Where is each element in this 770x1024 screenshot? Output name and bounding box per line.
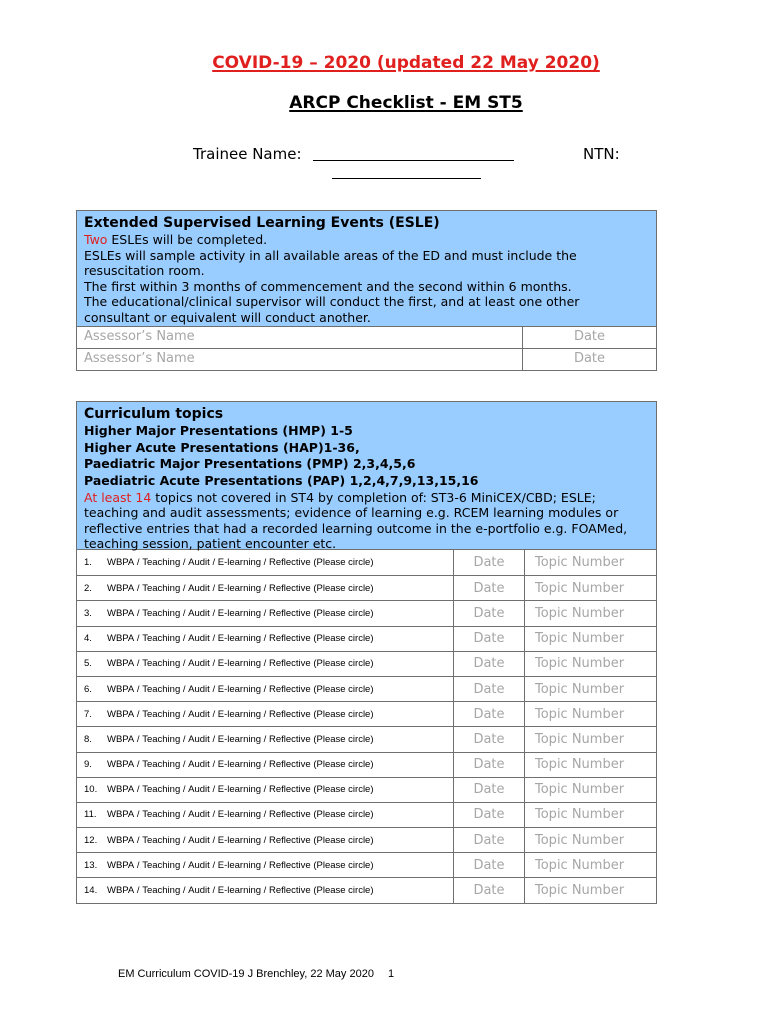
topic-row: [77, 600, 656, 625]
activity-option[interactable]: Teaching: [142, 759, 181, 771]
ntn-label: NTN:: [583, 145, 620, 163]
option-separator: /: [180, 885, 189, 897]
activity-option[interactable]: E-learning: [217, 683, 262, 695]
circle-note: (Please circle): [310, 859, 374, 871]
activity-option[interactable]: E-learning: [217, 633, 262, 645]
topic-row: [77, 726, 656, 751]
topic-number-field[interactable]: Topic Number: [535, 706, 625, 722]
topic-number-field[interactable]: Topic Number: [535, 555, 625, 571]
topics-heading: Curriculum topics: [84, 406, 224, 422]
activity-option[interactable]: WBPA: [107, 784, 135, 796]
option-separator: /: [180, 809, 189, 821]
trainee-name-label: Trainee Name:: [193, 145, 302, 163]
option-separator: /: [180, 658, 189, 670]
requirement-highlight: At least 14: [84, 489, 152, 505]
topic-date-field[interactable]: Date: [454, 652, 525, 676]
option-separator: /: [134, 784, 143, 796]
activity-type-cell: [77, 677, 454, 701]
option-separator: /: [134, 658, 143, 670]
option-separator: /: [209, 759, 218, 771]
option-separator: /: [134, 683, 143, 695]
activity-option[interactable]: Reflective: [268, 809, 311, 821]
topic-number-field[interactable]: Topic Number: [535, 731, 625, 747]
topic-date-field[interactable]: Date: [454, 550, 525, 575]
activity-option[interactable]: WBPA: [107, 582, 135, 594]
activity-option[interactable]: Audit: [188, 633, 210, 645]
activity-option[interactable]: Teaching: [142, 809, 181, 821]
topic-number-field[interactable]: Topic Number: [535, 681, 625, 697]
activity-option[interactable]: Audit: [188, 607, 210, 619]
circle-note: (Please circle): [310, 809, 374, 821]
activity-option[interactable]: E-learning: [217, 658, 262, 670]
activity-option[interactable]: WBPA: [107, 885, 135, 897]
option-separator: /: [209, 633, 218, 645]
activity-option[interactable]: Reflective: [268, 759, 311, 771]
topic-row: [77, 575, 656, 600]
activity-option[interactable]: Teaching: [142, 733, 181, 745]
ntn-field[interactable]: [332, 178, 481, 179]
activity-option[interactable]: E-learning: [217, 557, 262, 569]
esle-row: [77, 348, 656, 370]
option-separator: /: [180, 557, 189, 569]
option-separator: /: [261, 607, 269, 619]
topic-row: [77, 802, 656, 827]
topics-requirement-text: [84, 490, 649, 552]
activity-option[interactable]: Audit: [188, 683, 210, 695]
topic-date-field[interactable]: Date: [454, 803, 525, 827]
option-separator: /: [261, 885, 269, 897]
activity-type-cell: [77, 727, 454, 751]
activity-type-cell: [77, 753, 454, 777]
topic-row: [77, 777, 656, 802]
activity-option[interactable]: Teaching: [142, 885, 181, 897]
option-separator: /: [209, 708, 218, 720]
option-separator: /: [134, 885, 143, 897]
topic-date-field[interactable]: Date: [454, 878, 525, 902]
option-separator: /: [180, 708, 189, 720]
activity-option[interactable]: E-learning: [217, 784, 262, 796]
option-separator: /: [134, 607, 143, 619]
activity-option[interactable]: Audit: [188, 708, 210, 720]
option-separator: /: [180, 607, 189, 619]
esle-heading: Extended Supervised Learning Events (ESLE): [84, 215, 440, 231]
option-separator: /: [180, 759, 189, 771]
trainee-name-field[interactable]: [313, 160, 514, 161]
activity-option[interactable]: Reflective: [268, 557, 311, 569]
activity-option[interactable]: Audit: [188, 859, 210, 871]
option-separator: /: [261, 633, 269, 645]
esle-timing-text: The first within 3 months of commencement and the second within 6 months.: [84, 278, 572, 294]
esle-count-highlight: Two: [84, 232, 108, 247]
activity-option[interactable]: E-learning: [217, 834, 262, 846]
activity-option[interactable]: WBPA: [107, 834, 135, 846]
activity-option[interactable]: E-learning: [217, 607, 262, 619]
activity-option[interactable]: Reflective: [268, 834, 311, 846]
option-separator: /: [134, 834, 143, 846]
topic-date-field[interactable]: Date: [454, 853, 525, 877]
topic-row: [77, 852, 656, 877]
circle-note: (Please circle): [310, 607, 374, 619]
activity-option[interactable]: WBPA: [107, 633, 135, 645]
row-number: 5.: [84, 658, 92, 670]
row-number: 10.: [84, 784, 98, 796]
activity-option[interactable]: Reflective: [268, 885, 311, 897]
topic-row: [77, 752, 656, 777]
topic-date-field[interactable]: Date: [454, 727, 525, 751]
activity-option[interactable]: WBPA: [107, 733, 135, 745]
activity-type-cell: [77, 828, 454, 852]
activity-option[interactable]: Teaching: [142, 859, 181, 871]
row-number: 8.: [84, 733, 92, 745]
curriculum-topics-section: [76, 401, 657, 904]
row-number: 14.: [84, 885, 98, 897]
topic-row: [77, 626, 656, 651]
hap-line: Higher Acute Presentations (HAP)1-36,: [84, 439, 360, 455]
activity-option[interactable]: Audit: [188, 733, 210, 745]
option-separator: /: [180, 784, 189, 796]
activity-type-cell: [77, 878, 454, 902]
circle-note: (Please circle): [310, 683, 374, 695]
activity-option[interactable]: WBPA: [107, 759, 135, 771]
pap-line: Paediatric Acute Presentations (PAP) 1,2,4,7,9,13,15,16: [84, 473, 479, 489]
topic-number-field[interactable]: Topic Number: [535, 832, 625, 848]
pmp-line: Paediatric Major Presentations (PMP) 2,3,4,5,6: [84, 456, 416, 472]
activity-type-cell: [77, 627, 454, 651]
topic-number-field[interactable]: Topic Number: [535, 605, 625, 621]
option-separator: /: [261, 733, 269, 745]
activity-option[interactable]: Teaching: [142, 582, 181, 594]
option-separator: /: [261, 658, 269, 670]
option-separator: /: [180, 582, 189, 594]
activity-option[interactable]: Teaching: [142, 708, 181, 720]
circle-note: (Please circle): [310, 784, 374, 796]
row-number: 9.: [84, 759, 92, 771]
option-separator: /: [209, 557, 218, 569]
activity-option[interactable]: E-learning: [217, 859, 262, 871]
option-separator: /: [261, 683, 269, 695]
activity-option[interactable]: WBPA: [107, 607, 135, 619]
row-number: 11.: [84, 809, 97, 821]
activity-option[interactable]: Audit: [188, 834, 210, 846]
activity-option[interactable]: Teaching: [142, 658, 181, 670]
activity-option[interactable]: WBPA: [107, 708, 135, 720]
activity-option[interactable]: Audit: [188, 784, 210, 796]
topic-number-field[interactable]: Topic Number: [535, 782, 625, 798]
row-number: 4.: [84, 633, 92, 645]
activity-type-cell: [77, 576, 454, 600]
esle-row: [77, 327, 656, 348]
page-footer: [118, 968, 394, 980]
activity-option[interactable]: E-learning: [217, 759, 262, 771]
row-number: 2.: [84, 582, 92, 594]
topic-number-field[interactable]: Topic Number: [535, 631, 625, 647]
option-separator: /: [209, 809, 218, 821]
activity-option[interactable]: Audit: [188, 809, 210, 821]
option-separator: /: [261, 809, 269, 821]
esle-sample-text: ESLEs will sample activity in all available areas of the ED and must include the resuscitation room.: [84, 247, 577, 278]
option-separator: /: [209, 683, 218, 695]
option-separator: /: [134, 582, 143, 594]
option-separator: /: [180, 683, 189, 695]
topic-date-field[interactable]: Date: [454, 778, 525, 802]
activity-option[interactable]: WBPA: [107, 557, 135, 569]
activity-option[interactable]: Reflective: [268, 733, 311, 745]
topic-number-field[interactable]: Topic Number: [535, 757, 625, 773]
esle-count-text: [84, 232, 649, 248]
assessor-name-field[interactable]: Assessor’s Name: [77, 327, 523, 348]
activity-option[interactable]: Teaching: [142, 607, 181, 619]
topic-date-field[interactable]: Date: [454, 677, 525, 701]
esle-header: [77, 211, 656, 327]
activity-type-cell: [77, 702, 454, 726]
activity-type-cell: [77, 778, 454, 802]
topic-rows: [77, 550, 656, 903]
activity-option[interactable]: Teaching: [142, 633, 181, 645]
option-separator: /: [134, 809, 143, 821]
option-separator: /: [261, 582, 269, 594]
activity-option[interactable]: E-learning: [217, 582, 262, 594]
row-number: 3.: [84, 607, 92, 619]
row-number: 7.: [84, 708, 92, 720]
activity-type-cell: [77, 601, 454, 625]
row-number: 6.: [84, 683, 92, 695]
option-separator: /: [209, 784, 218, 796]
activity-option[interactable]: Audit: [188, 557, 210, 569]
topic-row: [77, 827, 656, 852]
esle-date-field[interactable]: Date: [573, 329, 606, 344]
activity-option[interactable]: Teaching: [142, 683, 181, 695]
activity-option[interactable]: Reflective: [268, 633, 311, 645]
circle-note: (Please circle): [310, 885, 374, 897]
activity-option[interactable]: Audit: [188, 759, 210, 771]
topic-number-field[interactable]: Topic Number: [535, 656, 625, 672]
row-number: 12.: [84, 834, 98, 846]
activity-option[interactable]: Teaching: [142, 784, 181, 796]
row-number: 13.: [84, 859, 98, 871]
option-separator: /: [134, 557, 143, 569]
option-separator: /: [261, 859, 269, 871]
activity-option[interactable]: Reflective: [268, 683, 311, 695]
option-separator: /: [209, 607, 218, 619]
activity-option[interactable]: Audit: [188, 582, 210, 594]
esle-section: [76, 210, 657, 371]
circle-note: (Please circle): [310, 658, 374, 670]
option-separator: /: [209, 658, 218, 670]
topic-row: [77, 676, 656, 701]
circle-note: (Please circle): [310, 759, 374, 771]
activity-type-cell: [77, 652, 454, 676]
circle-note: (Please circle): [310, 582, 374, 594]
hmp-line: Higher Major Presentations (HMP) 1-5: [84, 423, 353, 438]
esle-date-field[interactable]: Date: [573, 351, 606, 366]
page-title: ARCP Checklist - EM ST5: [289, 93, 523, 113]
activity-option[interactable]: Reflective: [268, 582, 311, 594]
topic-date-field[interactable]: Date: [454, 627, 525, 651]
requirement-rest: topics not covered in ST4 by completion of: ST3-6 MiniCEX/CBD; ESLE; teaching and audit assessments; evidence of learning e.g. RCEM learning modules or reflective entries that had a recorded learning outcome in the e-portfolio e.g. FOAMed, teaching session, patient encounter etc.: [84, 489, 628, 552]
topic-number-field[interactable]: Topic Number: [535, 883, 625, 899]
activity-option[interactable]: WBPA: [107, 658, 135, 670]
option-separator: /: [180, 859, 189, 871]
page-number: 1: [387, 968, 395, 980]
option-separator: /: [261, 834, 269, 846]
activity-option[interactable]: Audit: [188, 885, 210, 897]
activity-option[interactable]: Teaching: [142, 557, 181, 569]
activity-option[interactable]: Teaching: [142, 834, 181, 846]
covid-title: COVID-19 – 2020 (updated 22 May 2020): [212, 53, 600, 73]
option-separator: /: [209, 733, 218, 745]
circle-note: (Please circle): [310, 708, 374, 720]
option-separator: /: [134, 633, 143, 645]
activity-option[interactable]: Reflective: [268, 708, 311, 720]
option-separator: /: [209, 834, 218, 846]
circle-note: (Please circle): [310, 834, 374, 846]
option-separator: /: [134, 708, 143, 720]
topic-row: [77, 877, 656, 902]
topic-row: [77, 550, 656, 575]
activity-type-cell: [77, 853, 454, 877]
activity-option[interactable]: Reflective: [268, 859, 311, 871]
topic-number-field[interactable]: Topic Number: [535, 807, 625, 823]
footer-text: EM Curriculum COVID-19 J Brenchley, 22 May 2020: [118, 968, 374, 980]
activity-type-cell: [77, 550, 454, 575]
esle-supervisor-text: The educational/clinical supervisor will conduct the first, and at least one other consultant or equivalent will conduct another.: [84, 294, 580, 325]
topic-number-field[interactable]: Topic Number: [535, 857, 625, 873]
option-separator: /: [180, 633, 189, 645]
activity-option[interactable]: E-learning: [217, 809, 262, 821]
option-separator: /: [209, 859, 218, 871]
topic-row: [77, 701, 656, 726]
activity-option[interactable]: WBPA: [107, 859, 135, 871]
option-separator: /: [134, 859, 143, 871]
circle-note: (Please circle): [310, 733, 374, 745]
topic-date-field[interactable]: Date: [454, 828, 525, 852]
activity-option[interactable]: WBPA: [107, 683, 135, 695]
activity-option[interactable]: Reflective: [268, 607, 311, 619]
option-separator: /: [180, 834, 189, 846]
topic-number-field[interactable]: Topic Number: [535, 580, 625, 596]
activity-option[interactable]: Reflective: [268, 784, 311, 796]
circle-note: (Please circle): [310, 633, 374, 645]
row-number: 1.: [84, 557, 92, 569]
option-separator: /: [209, 885, 218, 897]
assessor-name-field[interactable]: Assessor’s Name: [77, 349, 523, 370]
activity-option[interactable]: Reflective: [268, 658, 311, 670]
option-separator: /: [209, 582, 218, 594]
esle-count-rest: ESLEs will be completed.: [107, 232, 268, 247]
option-separator: /: [261, 759, 269, 771]
option-separator: /: [134, 759, 143, 771]
topic-date-field[interactable]: Date: [454, 702, 525, 726]
option-separator: /: [261, 784, 269, 796]
topic-row: [77, 651, 656, 676]
option-separator: /: [261, 557, 269, 569]
activity-option[interactable]: WBPA: [107, 809, 135, 821]
activity-type-cell: [77, 803, 454, 827]
option-separator: /: [261, 708, 269, 720]
activity-option[interactable]: E-learning: [217, 885, 262, 897]
activity-option[interactable]: E-learning: [217, 708, 262, 720]
topics-header: [77, 402, 656, 550]
topic-date-field[interactable]: Date: [454, 601, 525, 625]
activity-option[interactable]: E-learning: [217, 733, 262, 745]
topic-date-field[interactable]: Date: [454, 753, 525, 777]
option-separator: /: [134, 733, 143, 745]
activity-option[interactable]: Audit: [188, 658, 210, 670]
topic-date-field[interactable]: Date: [454, 576, 525, 600]
option-separator: /: [180, 733, 189, 745]
circle-note: (Please circle): [310, 557, 374, 569]
